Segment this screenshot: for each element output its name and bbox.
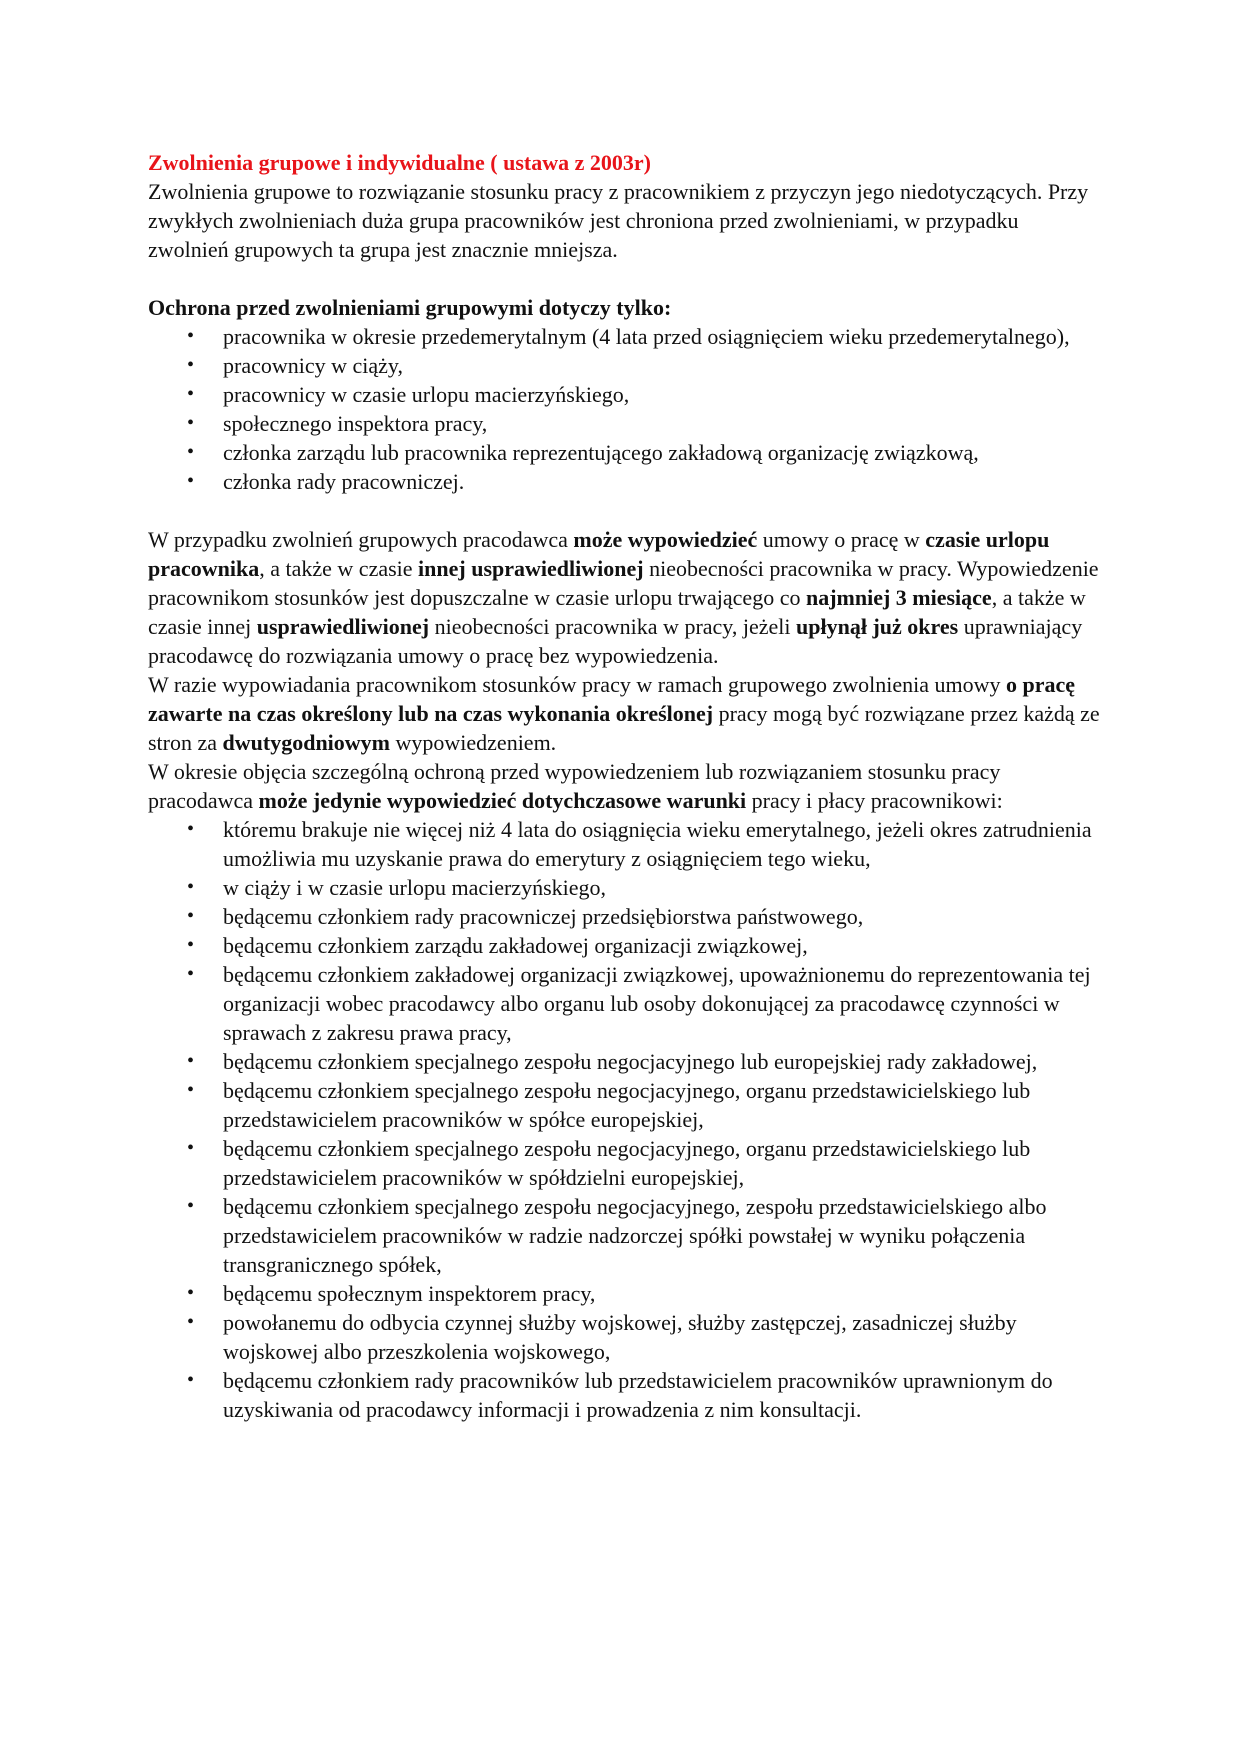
spacer	[148, 496, 1100, 525]
paragraph-fixed-term-contracts: W razie wypowiadania pracownikom stosunków pracy w ramach grupowego zwolnienia umowy o pracę zawarte na czas określony lub na czas wykonania określonej pracy mogą być rozwiązane przez każdą ze stron za dwutygodniowym wypowiedzeniem.	[148, 672, 1100, 755]
document-title: Zwolnienia grupowe i indywidualne ( ustawa z 2003r)	[148, 150, 651, 175]
list-item: • pracownicy w ciąży,	[223, 351, 1100, 380]
list-item: • będącemu członkiem rady pracowniczej przedsiębiorstwa państwowego,	[223, 902, 1100, 931]
paragraph-vacation-dismissal: W przypadku zwolnień grupowych pracodawca może wypowiedzieć umowy o pracę w czasie urlopu pracownika, a także w czasie innej usprawiedliwionej nieobecności pracownika w pracy. Wypowiedzenie pracownikom stosunków jest dopuszczalne w czasie urlopu trwającego co najmniej 3 miesiące, a także w czasie innej usprawiedliwionej nieobecności pracownika w pracy, jeżeli upłynął już okres uprawniający pracodawcę do rozwiązania umowy o pracę bez wypowiedzenia.	[148, 527, 1099, 668]
list-item: • pracownika w okresie przedemerytalnym (4 lata przed osiągnięciem wieku przedemerytalnego),	[223, 322, 1100, 351]
paragraph-special-protection: W okresie objęcia szczególną ochroną przed wypowiedzeniem lub rozwiązaniem stosunku pracy pracodawca może jedynie wypowiedzieć dotychczasowe warunki pracy i płacy pracownikowi:	[148, 759, 1003, 813]
list-item: • społecznego inspektora pracy,	[223, 409, 1100, 438]
intro-paragraph: Zwolnienia grupowe to rozwiązanie stosunku pracy z pracownikiem z przyczyn jego niedotyczących. Przy zwykłych zwolnieniach duża grupa pracowników jest chroniona przed zwolnieniami, w przypadku zwolnień grupowych ta grupa jest znacznie mniejsza.	[148, 179, 1089, 262]
list-item: • któremu brakuje nie więcej niż 4 lata do osiągnięcia wieku emerytalnego, jeżeli okres zatrudnienia umożliwia mu uzyskanie prawa do emerytury z osiągnięciem tego wieku,	[223, 815, 1100, 873]
list-item: • pracownicy w czasie urlopu macierzyńskiego,	[223, 380, 1100, 409]
list-item: • członka rady pracowniczej.	[223, 467, 1100, 496]
protection-heading: Ochrona przed zwolnieniami grupowymi dotyczy tylko:	[148, 295, 672, 320]
list-item: • w ciąży i w czasie urlopu macierzyńskiego,	[223, 873, 1100, 902]
list-item: • członka zarządu lub pracownika reprezentującego zakładową organizację związkową,	[223, 438, 1100, 467]
list-item: • będącemu członkiem specjalnego zespołu negocjacyjnego, organu przedstawicielskiego lub przedstawicielem pracowników w spółdzielni europejskiej,	[223, 1134, 1100, 1192]
special-protection-list	[148, 815, 1100, 1424]
list-item: • powołanemu do odbycia czynnej służby wojskowej, służby zastępczej, zasadniczej służby wojskowej albo przeszkolenia wojskowego,	[223, 1308, 1100, 1366]
spacer	[148, 264, 1100, 293]
protection-list	[148, 322, 1100, 496]
list-item: • będącemu członkiem specjalnego zespołu negocjacyjnego lub europejskiej rady zakładowej,	[223, 1047, 1100, 1076]
list-item: • będącemu członkiem rady pracowników lub przedstawicielem pracowników uprawnionym do uzyskiwania od pracodawcy informacji i prowadzenia z nim konsultacji.	[223, 1366, 1100, 1424]
list-item: • będącemu członkiem zakładowej organizacji związkowej, upoważnionemu do reprezentowania tej organizacji wobec pracodawcy albo organu lub osoby dokonującej za pracodawcę czynności w sprawach z zakresu prawa pracy,	[223, 960, 1100, 1047]
list-item: • będącemu społecznym inspektorem pracy,	[223, 1279, 1100, 1308]
list-item: • będącemu członkiem zarządu zakładowej organizacji związkowej,	[223, 931, 1100, 960]
list-item: • będącemu członkiem specjalnego zespołu negocjacyjnego, zespołu przedstawicielskiego albo przedstawicielem pracowników w radzie nadzorczej spółki powstałej w wyniku połączenia transgranicznego spółek,	[223, 1192, 1100, 1279]
list-item: • będącemu członkiem specjalnego zespołu negocjacyjnego, organu przedstawicielskiego lub przedstawicielem pracowników w spółce europejskiej,	[223, 1076, 1100, 1134]
